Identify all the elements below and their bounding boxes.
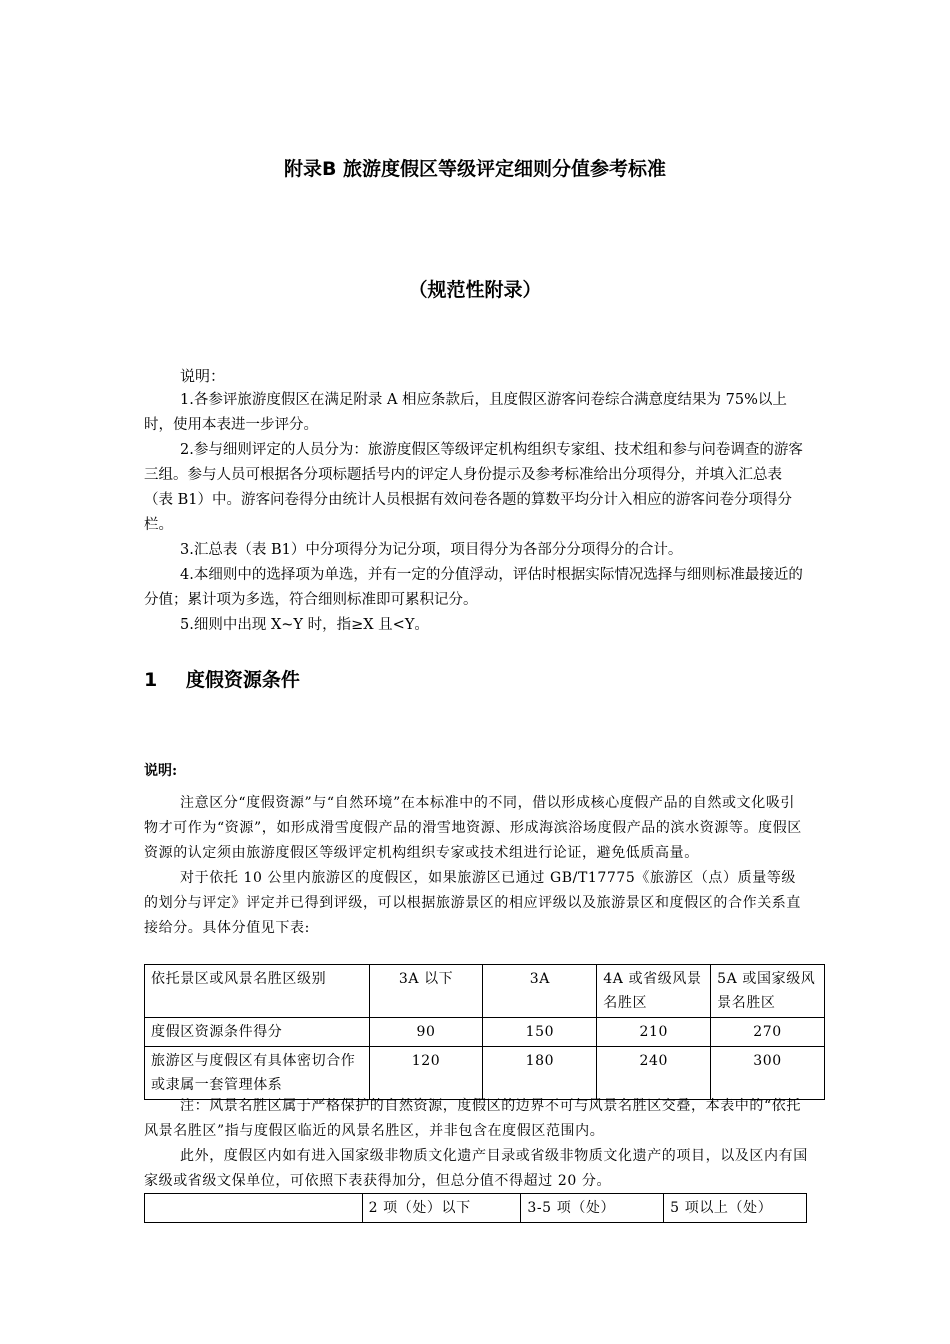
table-cell: 180 bbox=[483, 1047, 597, 1100]
table-row bbox=[145, 1047, 825, 1100]
section-heading bbox=[144, 665, 300, 692]
table-cell: 旅游区与度假区有具体密切合作或隶属一套管理体系 bbox=[145, 1047, 370, 1100]
table-cell: 270 bbox=[711, 1018, 825, 1047]
table-cell: 300 bbox=[711, 1047, 825, 1100]
table-header-cell: 依托景区或风景名胜区级别 bbox=[145, 965, 370, 1018]
table-notes bbox=[144, 1094, 808, 1194]
section-notes bbox=[144, 791, 808, 941]
intro-notes bbox=[144, 388, 810, 638]
table-header-cell: 3-5 项（处） bbox=[521, 1194, 664, 1223]
scoring-table bbox=[144, 964, 825, 1100]
table-cell: 240 bbox=[597, 1047, 711, 1100]
table-cell: 度假区资源条件得分 bbox=[145, 1018, 370, 1047]
section-paragraph: 对于依托 10 公里内旅游区的度假区，如果旅游区已通过 GB/T17775《旅游区（点）质量等级的划分与评定》评定并已得到评级，可以根据旅游景区的相应评级以及旅游景区和度假区的合作关系直接给分。具体分值见下表: bbox=[144, 870, 801, 936]
intro-paragraph: 5.细则中出现 X~Y 时，指≥X 且<Y。 bbox=[180, 617, 429, 633]
table-header-row bbox=[145, 965, 825, 1018]
intro-paragraph: 4.本细则中的选择项为单选，并有一定的分值浮动，评估时根据实际情况选择与细则标准最接近的分值；累计项为多选，符合细则标准即可累积记分。 bbox=[144, 567, 803, 608]
page-subtitle: （规范性附录） bbox=[408, 279, 542, 301]
table-cell: 120 bbox=[369, 1047, 483, 1100]
table-row bbox=[145, 1018, 825, 1047]
note-paragraph: 注：风景名胜区属于严格保护的自然资源，度假区的边界不可与风景名胜区交叠，本表中的“依托风景名胜区”指与度假区临近的风景名胜区，并非包含在度假区范围内。 bbox=[144, 1098, 801, 1139]
note-paragraph: 此外，度假区内如有进入国家级非物质文化遗产目录或省级非物质文化遗产的项目，以及区内有国家级或省级文保单位，可依照下表获得加分，但总分值不得超过 20 分。 bbox=[144, 1148, 808, 1189]
table-header-cell bbox=[145, 1194, 363, 1223]
section-title: 度假资源条件 bbox=[185, 669, 300, 691]
page-title: 附录B 旅游度假区等级评定细则分值参考标准 bbox=[283, 158, 667, 180]
table-cell: 90 bbox=[369, 1018, 483, 1047]
table-cell: 150 bbox=[483, 1018, 597, 1047]
table-header-cell: 2 项（处）以下 bbox=[362, 1194, 521, 1223]
section-paragraph: 注意区分“度假资源”与“自然环境”在本标准中的不同，借以形成核心度假产品的自然或文化吸引物才可作为“资源”，如形成滑雪度假产品的滑雪地资源、形成海滨浴场度假产品的滨水资源等。度假区资源的认定须由旅游度假区等级评定机构组织专家或技术组进行论证，避免低质高量。 bbox=[144, 795, 802, 861]
table-header-cell: 4A 或省级风景名胜区 bbox=[597, 965, 711, 1018]
section-note-heading: 说明: bbox=[144, 763, 178, 779]
intro-heading: 说明： bbox=[180, 367, 226, 385]
section-number: 1 bbox=[144, 669, 158, 691]
intro-paragraph: 3.汇总表（表 B1）中分项得分为记分项，项目得分为各部分分项得分的合计。 bbox=[180, 542, 683, 558]
heritage-bonus-table bbox=[144, 1193, 807, 1223]
table-header-cell: 5A 或国家级风景名胜区 bbox=[711, 965, 825, 1018]
table-cell: 210 bbox=[597, 1018, 711, 1047]
table-header-row bbox=[145, 1194, 807, 1223]
intro-paragraph: 1.各参评旅游度假区在满足附录 A 相应条款后，且度假区游客问卷综合满意度结果为 75%以上时，使用本表进一步评分。 bbox=[144, 392, 787, 433]
table-header-cell: 3A 以下 bbox=[369, 965, 483, 1018]
intro-paragraph: 2.参与细则评定的人员分为：旅游度假区等级评定机构组织专家组、技术组和参与问卷调查的游客三组。参与人员可根据各分项标题括号内的评定人身份提示及参考标准给出分项得分，并填入汇总表（表 B1）中。游客问卷得分由统计人员根据有效问卷各题的算数平均分计入相应的游客问卷分项得分栏。 bbox=[144, 442, 803, 533]
table-header-cell: 3A bbox=[483, 965, 597, 1018]
table-header-cell: 5 项以上（处） bbox=[664, 1194, 807, 1223]
